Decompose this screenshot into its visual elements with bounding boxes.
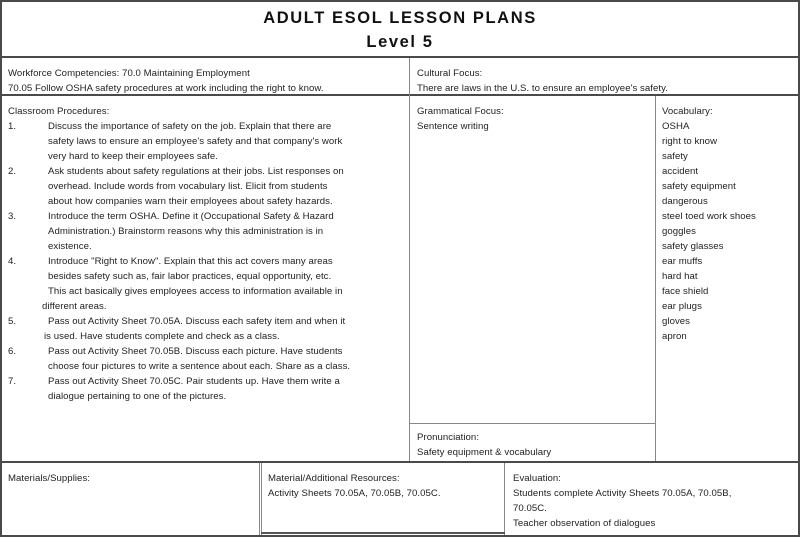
procedure-line: different areas. bbox=[42, 301, 107, 312]
evaluation-label: Evaluation: bbox=[513, 473, 562, 484]
procedure-line: Introduce the term OSHA. Define it (Occupational Safety & Hazard bbox=[48, 211, 334, 222]
materials-supplies-label: Materials/Supplies: bbox=[8, 473, 91, 484]
procedure-line: Pass out Activity Sheet 70.05A. Discuss each safety item and when it bbox=[48, 316, 346, 327]
vocabulary-cell bbox=[662, 104, 796, 344]
pronunciation-label: Pronunciation: bbox=[417, 432, 480, 443]
vocabulary-item: safety equipment bbox=[662, 181, 736, 192]
vocabulary-item: apron bbox=[662, 331, 687, 342]
border-left bbox=[0, 0, 2, 537]
cultural-focus-cell bbox=[417, 66, 795, 96]
vocabulary-item: ear muffs bbox=[662, 256, 703, 267]
workforce-label: Workforce Competencies: 70.0 Maintaining Employment bbox=[8, 68, 250, 79]
procedure-number: 2. bbox=[8, 166, 17, 177]
vocabulary-item: dangerous bbox=[662, 196, 708, 207]
vocabulary-item: right to know bbox=[662, 136, 718, 147]
procedure-line: This act basically gives employees access to information available in bbox=[48, 286, 343, 297]
evaluation-line: Students complete Activity Sheets 70.05A, 70.05B, bbox=[513, 488, 732, 499]
procedure-line: dialogue pertaining to one of the pictures. bbox=[48, 391, 227, 402]
procedure-line: Administration.) Brainstorm reasons why this administration is in bbox=[48, 226, 324, 237]
procedure-line: Pass out Activity Sheet 70.05C. Pair students up. Have them write a bbox=[48, 376, 340, 387]
vocabulary-item: face shield bbox=[662, 286, 709, 297]
procedure-number: 3. bbox=[8, 211, 17, 222]
workforce-competencies-cell bbox=[8, 66, 406, 96]
vocabulary-item: hard hat bbox=[662, 271, 698, 282]
vocabulary-list bbox=[662, 119, 796, 344]
procedure-line: Ask students about safety regulations at their jobs. List responses on bbox=[48, 166, 344, 177]
divider-bottom-row bbox=[0, 461, 800, 463]
procedure-item bbox=[8, 209, 406, 254]
title-block bbox=[0, 0, 800, 57]
additional-resources-detail: Activity Sheets 70.05A, 70.05B, 70.05C. bbox=[268, 488, 441, 499]
evaluation-line: Teacher observation of dialogues bbox=[513, 518, 656, 529]
procedure-number: 1. bbox=[8, 121, 17, 132]
additional-resources-cell bbox=[268, 471, 500, 501]
pronunciation-cell bbox=[417, 430, 651, 460]
cultural-focus-label: Cultural Focus: bbox=[417, 68, 483, 79]
vocabulary-item: goggles bbox=[662, 226, 696, 237]
procedure-line: overhead. Include words from vocabulary list. Elicit from students bbox=[48, 181, 328, 192]
document-title: ADULT ESOL LESSON PLANS bbox=[263, 9, 537, 27]
vocabulary-item: ear plugs bbox=[662, 301, 702, 312]
procedure-item bbox=[8, 314, 406, 344]
procedure-number: 5. bbox=[8, 316, 17, 327]
procedure-line: is used. Have students complete and check as a class. bbox=[44, 331, 280, 342]
divider-resources-bottom bbox=[261, 532, 505, 534]
procedure-line: Discuss the importance of safety on the job. Explain that there are bbox=[48, 121, 332, 132]
procedure-line: about how companies warn their employees about safety hazards. bbox=[48, 196, 333, 207]
evaluation-cell bbox=[513, 471, 795, 531]
procedure-line: Introduce "Right to Know". Explain that this act covers many areas bbox=[48, 256, 333, 267]
classroom-procedures-cell bbox=[8, 104, 406, 404]
procedure-item bbox=[8, 119, 406, 164]
vocabulary-item: steel toed work shoes bbox=[662, 211, 756, 222]
procedure-number: 7. bbox=[8, 376, 17, 387]
procedure-item bbox=[8, 254, 406, 314]
vocabulary-label: Vocabulary: bbox=[662, 106, 713, 117]
materials-supplies-cell bbox=[8, 471, 256, 486]
evaluation-line: 70.05C. bbox=[513, 503, 547, 514]
procedure-line: safety laws to ensure an employee's safety and that company's work bbox=[48, 136, 343, 147]
grammatical-focus-cell bbox=[417, 104, 651, 134]
divider-bottom-1 bbox=[259, 463, 260, 535]
procedure-item bbox=[8, 344, 406, 374]
classroom-procedures-label: Classroom Procedures: bbox=[8, 106, 110, 117]
divider-col-left bbox=[409, 58, 410, 461]
procedure-line: besides safety such as, fair labor practices, equal opportunity, etc. bbox=[48, 271, 332, 282]
divider-col-vocab bbox=[655, 96, 656, 461]
vocabulary-item: accident bbox=[662, 166, 699, 177]
vocabulary-item: gloves bbox=[662, 316, 691, 327]
vocabulary-item: safety glasses bbox=[662, 241, 724, 252]
procedure-list bbox=[8, 119, 406, 404]
divider-bottom-1b bbox=[261, 463, 262, 535]
workforce-detail: 70.05 Follow OSHA safety procedures at work including the right to know. bbox=[8, 83, 324, 94]
additional-resources-label: Material/Additional Resources: bbox=[268, 473, 400, 484]
procedure-line: very hard to keep their employees safe. bbox=[48, 151, 218, 162]
procedure-item bbox=[8, 374, 406, 404]
divider-pronunciation bbox=[409, 423, 655, 424]
divider-bottom-2 bbox=[504, 463, 505, 535]
grammatical-focus-detail: Sentence writing bbox=[417, 121, 489, 132]
procedure-line: Pass out Activity Sheet 70.05B. Discuss each picture. Have students bbox=[48, 346, 343, 357]
vocabulary-item: safety bbox=[662, 151, 688, 162]
procedure-item bbox=[8, 164, 406, 209]
pronunciation-detail: Safety equipment & vocabulary bbox=[417, 447, 552, 458]
procedure-number: 4. bbox=[8, 256, 17, 267]
grammatical-focus-label: Grammatical Focus: bbox=[417, 106, 504, 117]
cultural-focus-detail: There are laws in the U.S. to ensure an employee's safety. bbox=[417, 83, 668, 94]
procedure-line: choose four pictures to write a sentence about each. Share as a class. bbox=[48, 361, 351, 372]
vocabulary-item: OSHA bbox=[662, 121, 690, 132]
procedure-line: existence. bbox=[48, 241, 92, 252]
procedure-number: 6. bbox=[8, 346, 17, 357]
document-level: Level 5 bbox=[366, 33, 434, 51]
